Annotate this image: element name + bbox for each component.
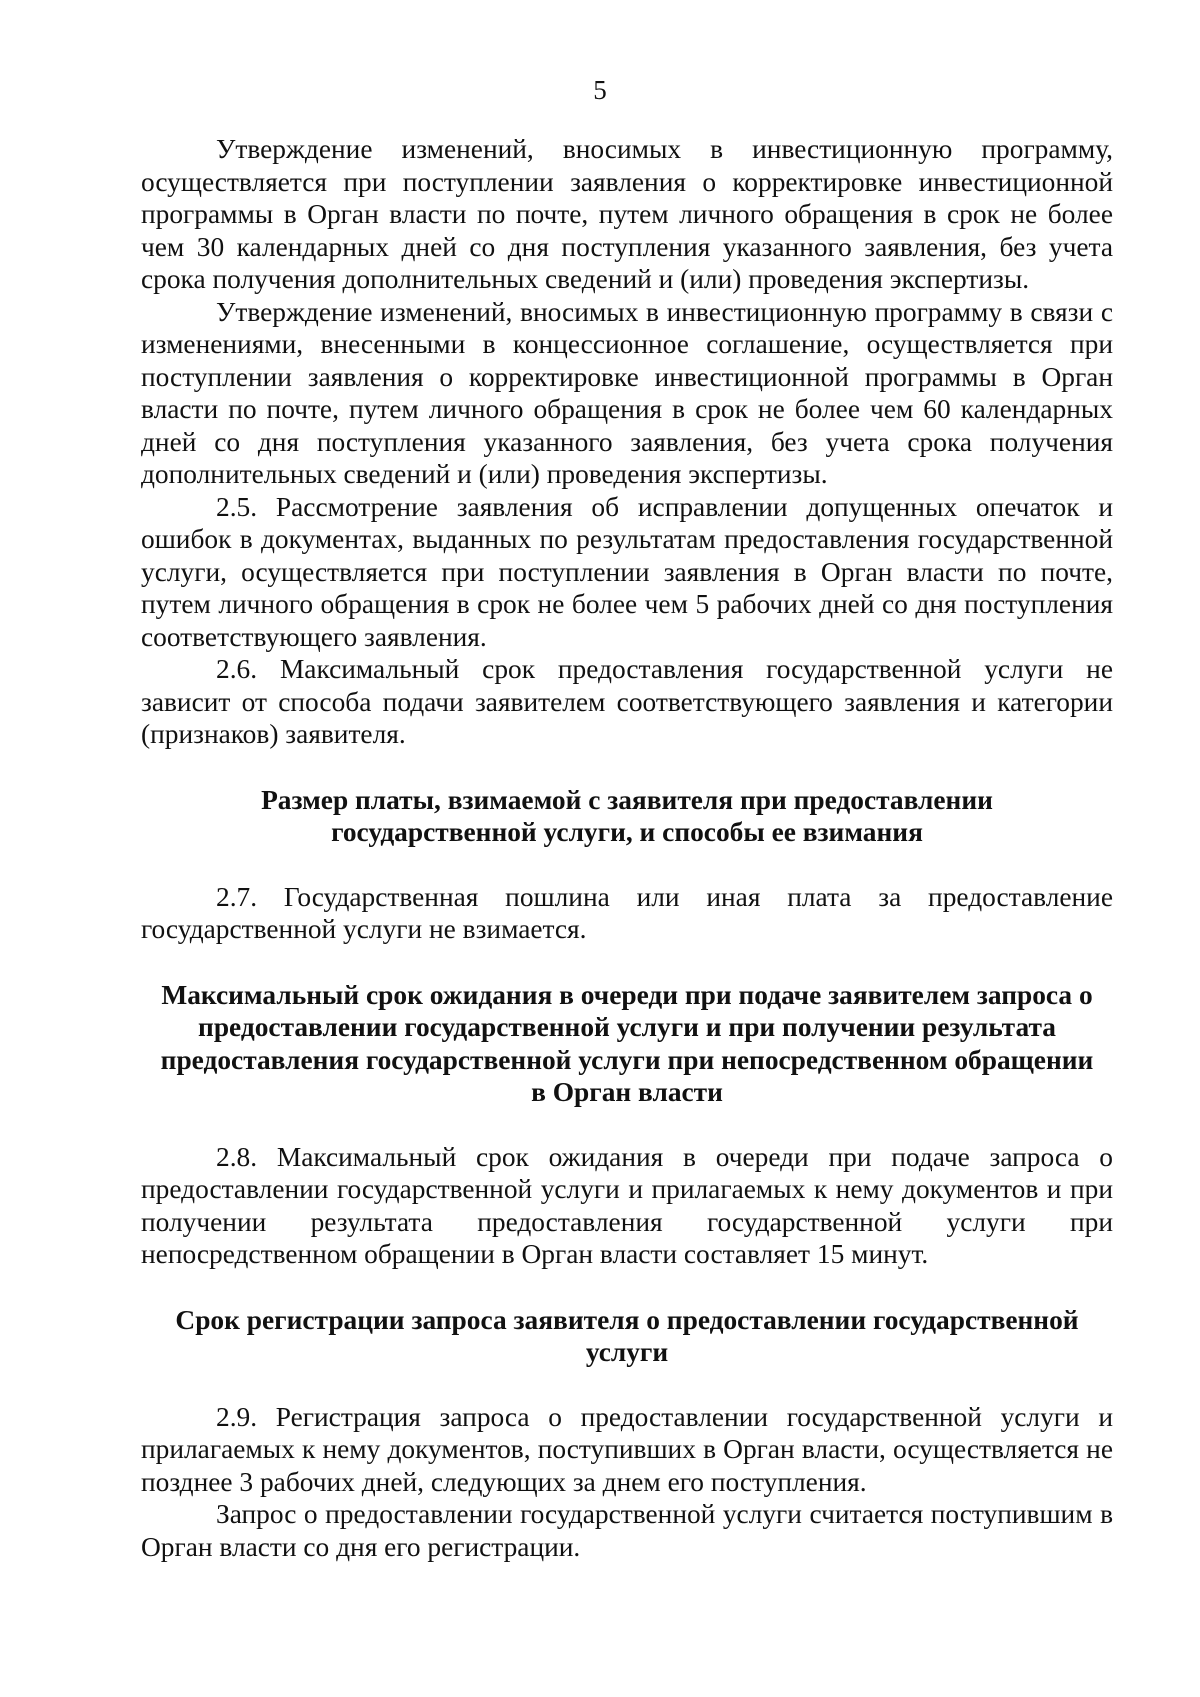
heading-line: предоставления государственной услуги при непосредственном обращении bbox=[160, 1044, 1094, 1075]
paragraph-2-9: 2.9. Регистрация запроса о предоставлении государственной услуги и прилагаемых к нему документов, поступивших в Орган власти, осуществляется не позднее 3 рабочих дней, следующих за днем его поступления. bbox=[141, 1401, 1113, 1497]
document-body bbox=[141, 133, 1113, 1563]
section-heading-queue-wait bbox=[141, 979, 1113, 1109]
heading-line: Срок регистрации запроса заявителя о предоставлении государственной bbox=[175, 1304, 1079, 1335]
heading-line: Максимальный срок ожидания в очереди при подаче заявителем запроса о bbox=[161, 979, 1093, 1010]
heading-line: в Орган власти bbox=[531, 1077, 723, 1107]
paragraph-2-6: 2.6. Максимальный срок предоставления государственной услуги не зависит от способа подачи заявителем соответствующего заявления и категории (признаков) заявителя. bbox=[141, 654, 1113, 749]
paragraph-2-5: 2.5. Рассмотрение заявления об исправлении допущенных опечаток и ошибок в документах, выданных по результатам предоставления государственной услуги, осуществляется при поступлении заявления в Орган власти по почте, путем личного обращения в срок не более чем 5 рабочих дней со дня поступления соответствующего заявления. bbox=[141, 491, 1113, 652]
paragraph-investment-program-changes: Утверждение изменений, вносимых в инвестиционную программу, осуществляется при поступлении заявления о корректировке инвестиционной программы в Орган власти по почте, путем личного обращения в срок не более чем 30 календарных дней со дня поступления указанного заявления, без учета срока получения дополнительных сведений и (или) проведения экспертизы. bbox=[141, 134, 1113, 294]
heading-line: услуги bbox=[585, 1337, 669, 1367]
section-heading-fee bbox=[141, 784, 1113, 849]
section-heading-registration bbox=[141, 1304, 1113, 1369]
heading-line: предоставлении государственной услуги и при получении результата bbox=[198, 1012, 1056, 1042]
paragraph-request-registration: Запрос о предоставлении государственной услуги считается поступившим в Орган власти со дня его регистрации. bbox=[141, 1499, 1113, 1562]
paragraph-2-7: 2.7. Государственная пошлина или иная плата за предоставление государственной услуги не взимается. bbox=[141, 881, 1113, 944]
paragraph-concession-agreement-changes: Утверждение изменений, вносимых в инвестиционную программу в связи с изменениями, внесенными в концессионное соглашение, осуществляется при поступлении заявления о корректировке инвестиционной программы в Орган власти по почте, путем личного обращения в срок не более чем 60 календарных дней со дня поступления указанного заявления, без учета срока получения дополнительных сведений и (или) проведения экспертизы. bbox=[141, 296, 1113, 489]
page-number: 5 bbox=[593, 75, 607, 105]
heading-line: Размер платы, взимаемой с заявителя при предоставлении bbox=[261, 784, 993, 815]
paragraph-2-8: 2.8. Максимальный срок ожидания в очереди при подаче запроса о предоставлении государственной услуги и прилагаемых к нему документов и при получении результата предоставления государственной услуги при непосредственном обращении в Орган власти составляет 15 минут. bbox=[141, 1141, 1113, 1269]
heading-line: государственной услуги, и способы ее взимания bbox=[331, 817, 923, 847]
